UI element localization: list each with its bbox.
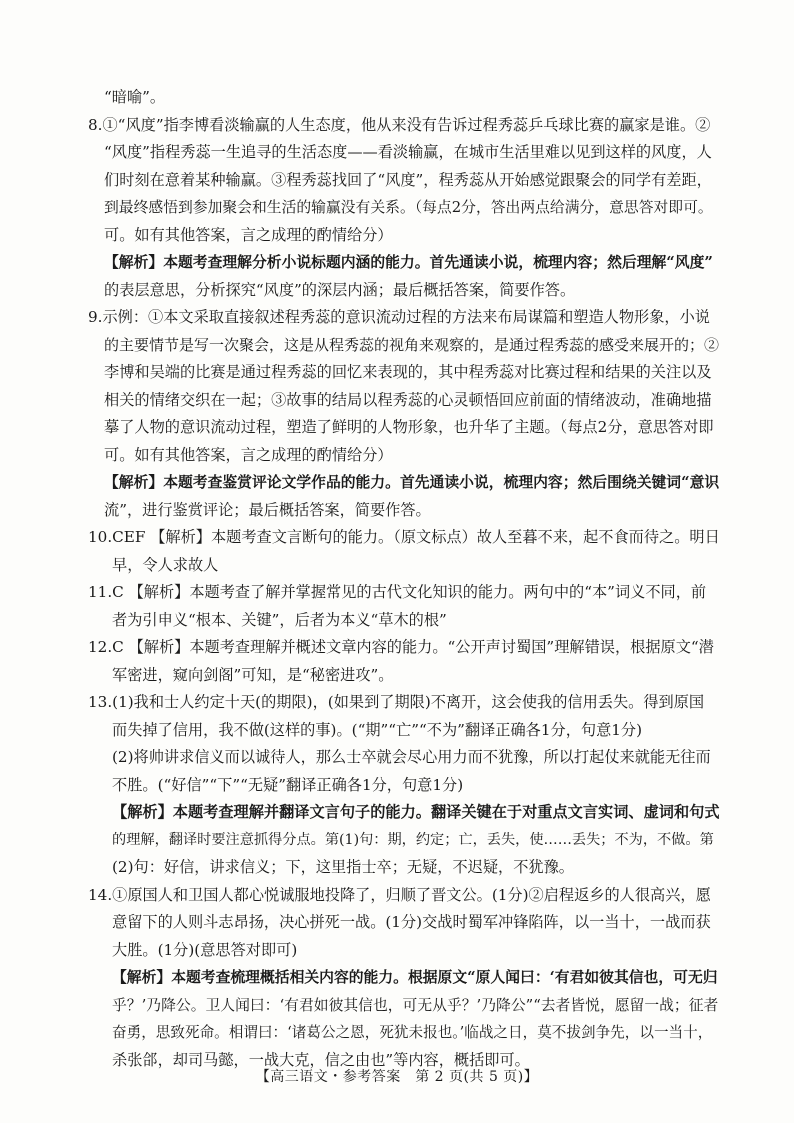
question-8-line: 8.①“风度”指李博看淡输赢的人生态度，他从来没有告诉过程秀蕊乒乓球比赛的赢家是谁。②	[88, 115, 711, 134]
analysis-line: 【解析】本题考查理解并翻译文言句子的能力。翻译关键在于对重点文言实词、虚词和句式	[112, 803, 720, 821]
text-line: 的表层意思，分析探究“风度”的深层内涵；最后概括答案，简要作答。	[104, 280, 576, 299]
text-line: (2)句：好信，讲求信义；下，这里指士卒；无疑，不迟疑，不犹豫。	[112, 858, 574, 876]
text-line: 到最终感悟到参加聚会和生活的输赢没有关系。（每点2分，答出两点给满分，意思答对即可。	[104, 199, 713, 216]
analysis-line: 【解析】本题考查梳理概括相关内容的能力。根据原文“原人闻曰：‘有君如彼其信也，可无归	[112, 969, 718, 986]
question-11-line: 11.C 【解析】本题考查了解并掌握常见的古代文化知识的能力。两句中的“本”词义不同，前	[88, 583, 707, 601]
text-line: 李博和吴端的比赛是通过程秀蕊的回忆来表现的，其中程秀蕊对比赛过程和结果的关注以及	[104, 363, 712, 381]
question-10-line: 10.CEF 【解析】本题考查文言断句的能力。（原文标点）故人至暮不来，起不食而待之。明日	[88, 528, 720, 546]
text-line: 流”，进行鉴赏评论；最后概括答案，简要作答。	[104, 500, 431, 519]
text-line: 不胜。(“好信”“下”“无疑”翻译正确各1分，句意1分)	[112, 775, 464, 794]
text-line: 意留下的人则斗志昂扬，决心拼死一战。(1分)交战时蜀军冲锋陷阵，以一当十，一战而获	[112, 913, 711, 931]
answer-content	[88, 84, 720, 1074]
text-line: (2)将帅讲求信义而以诚待人，那么士卒就会尽心用力而不犹豫，所以打起仗来就能无往而	[112, 748, 711, 766]
text-line: 早，令人求故人	[112, 555, 219, 574]
question-14-line: 14.①原国人和卫国人都心悦诚服地投降了，归顺了晋文公。(1分)②启程返乡的人很高兴，愿	[88, 885, 711, 904]
analysis-line: 【解析】本题考查理解分析小说标题内涵的能力。首先通读小说，梳理内容；然后理解“风度”	[104, 254, 713, 271]
text-line: “暗喻”。	[104, 88, 166, 106]
question-13-line: 13.(1)我和士人约定十天(的期限)，(如果到了期限)不离开，这会使我的信用丢失。得到原国	[88, 693, 705, 711]
text-line: 奋勇，思致死命。相谓曰：‘诸葛公之恩，死犹未报也。’临战之日，莫不拔剑争先，以一当十，	[112, 1024, 713, 1041]
text-line: 的理解，翻译时要注意抓得分点。第(1)句：期，约定；亡，丢失，使……丢失；不为，不做。第	[112, 831, 714, 848]
text-line: 而失掉了信用，我不做(这样的事)。(“期”“亡”“不为”翻译正确各1分，句意1分)	[112, 720, 643, 739]
text-line: 的主要情节是写一次聚会，这是从程秀蕊的视角来观察的，是通过程秀蕊的感受来展开的；②	[104, 335, 720, 354]
text-line: 摹了人物的意识流动过程，塑造了鲜明的人物形象，也升华了主题。（每点2分，意思答对即	[104, 418, 714, 436]
question-9-line: 9.示例：①本文采取直接叙述程秀蕊的意识流动过程的方法来布局谋篇和塑造人物形象，小说	[88, 308, 710, 326]
text-line: 者为引申义“根本、关键”，后者为本义“草木的根”	[112, 610, 447, 629]
analysis-line: 【解析】本题考查鉴赏评论文学作品的能力。首先通读小说，梳理内容；然后围绕关键词“意识	[104, 474, 720, 491]
text-line: “风度”指程秀蕊一生追寻的生活态度——看淡输赢，在城市生活里难以见到这样的风度，人	[104, 143, 712, 161]
text-line: 乎？’乃降公。卫人闻曰：‘有君如彼其信也，可无从乎？’乃降公”“去者皆悦，愿留一战；征者	[112, 996, 719, 1014]
text-line: 杀张郃，却司马懿，一战大克，信之由也”等内容，概括即可。	[112, 1050, 530, 1069]
text-line: 可。如有其他答案，言之成理的酌情给分）	[104, 445, 393, 464]
text-line: 可。如有其他答案，言之成理的酌情给分）	[104, 225, 393, 244]
text-line: 大胜。(1分)(意思答对即可)	[112, 940, 298, 959]
text-line: 军密进，窥向剑阁”可知，是“秘密进攻”。	[112, 665, 394, 684]
question-12-line: 12.C 【解析】本题考查理解并概述文章内容的能力。“公开声讨蜀国”理解错误，根据原文“潜	[88, 638, 714, 656]
text-line: 们时刻在意着某种输赢。③程秀蕊找回了“风度”，程秀蕊从开始感觉跟聚会的同学有差距，	[104, 170, 712, 189]
page-footer: 【高三语文・参考答案 第 2 页(共 5 页)】	[255, 1069, 539, 1085]
text-line: 相关的情绪交织在一起；③故事的结局以程秀蕊的心灵顿悟回应前面的情绪波动，准确地描	[104, 390, 712, 409]
